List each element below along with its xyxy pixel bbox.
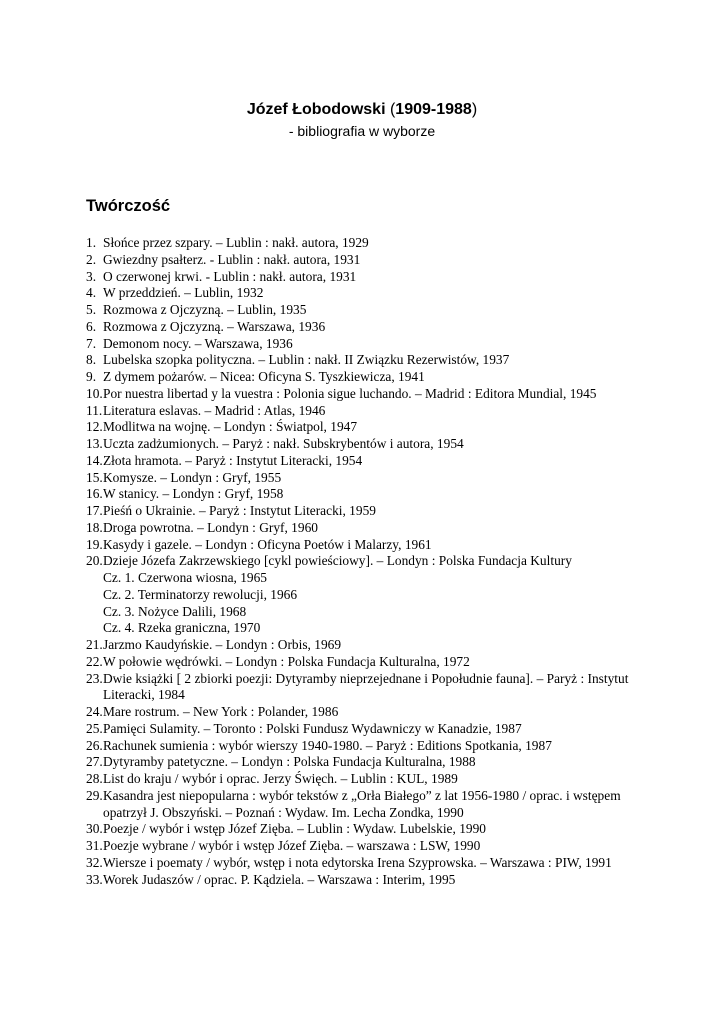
entry-text: Worek Judaszów / oprac. P. Kądziela. – Warszawa : Interim, 1995 xyxy=(103,871,456,887)
entry-number: 7. xyxy=(86,335,97,351)
entry-text: Droga powrotna. – Londyn : Gryf, 1960 xyxy=(103,519,318,535)
bibliography-entry xyxy=(86,352,646,369)
entry-number: 1. xyxy=(86,235,97,250)
entry-number: 25. xyxy=(86,720,103,736)
entry-number: 17. xyxy=(86,503,103,518)
entry-text: Kasydy i gazele. – Londyn : Oficyna Poetów i Malarzy, 1961 xyxy=(103,536,432,552)
entry-number: 23. xyxy=(86,670,103,686)
bibliography-entry xyxy=(86,336,646,353)
bibliography-entry xyxy=(86,386,646,403)
entry-number: 18. xyxy=(86,519,103,535)
entry-part: Cz. 3. Nożyce Dalili, 1968 xyxy=(103,603,247,619)
entry-text: Poezje wybrane / wybór i wstęp Józef Zięba. – warszawa : LSW, 1990 xyxy=(103,838,481,853)
bibliography-entry xyxy=(86,503,646,520)
entry-number: 6. xyxy=(86,318,97,334)
bibliography-entry xyxy=(86,671,646,705)
entry-number: 21. xyxy=(86,637,103,652)
bibliography-entry xyxy=(86,754,646,771)
entry-text: Poezje / wybór i wstęp Józef Zięba. – Lublin : Wydaw. Lubelskie, 1990 xyxy=(103,821,486,837)
bibliography-entry xyxy=(86,872,646,889)
entry-number: 24. xyxy=(86,704,103,719)
entry-text: W przeddzień. – Lublin, 1932 xyxy=(103,285,264,301)
entry-text: Jarzmo Kaudyńskie. – Londyn : Orbis, 1969 xyxy=(103,637,342,652)
bibliography-entry xyxy=(86,470,646,487)
author-years: 1909-1988 xyxy=(395,101,472,118)
entry-number: 27. xyxy=(86,754,103,770)
bibliography-entry xyxy=(86,369,646,386)
entry-text: W stanicy. – Londyn : Gryf, 1958 xyxy=(103,486,284,502)
bibliography-entry xyxy=(86,654,646,671)
entry-text: Komysze. – Londyn : Gryf, 1955 xyxy=(103,469,282,485)
entry-number: 33. xyxy=(86,871,103,887)
entry-text: Rachunek sumienia : wybór wierszy 1940-1980. – Paryż : Editions Spotkania, 1987 xyxy=(103,737,552,753)
bibliography-entry xyxy=(86,721,646,738)
entry-number: 2. xyxy=(86,251,97,267)
bibliography-entry xyxy=(86,520,646,537)
entry-number: 3. xyxy=(86,268,97,284)
entry-text: Dwie książki [ 2 zbiorki poezji: Dytyramby nieprzejednane i Popołudnie fauna]. – Paryż : Instytut Literacki, 1984 xyxy=(103,670,629,703)
entry-number: 4. xyxy=(86,285,97,301)
bibliography-entry xyxy=(86,319,646,336)
title-open-paren: ( xyxy=(385,101,396,118)
entry-text: Kasandra jest niepopularna : wybór tekstów z „Orła Białego” z lat 1956-1980 / oprac. i wstępem opatrzył J. Obszyński. – Poznań : Wydaw. Im. Lecha Zondka, 1990 xyxy=(103,787,621,820)
bibliography-entry xyxy=(86,235,646,252)
bibliography-entry xyxy=(86,821,646,838)
entry-number: 10. xyxy=(86,385,103,401)
entry-text: List do kraju / wybór i oprac. Jerzy Święch. – Lublin : KUL, 1989 xyxy=(103,771,458,786)
entry-number: 15. xyxy=(86,469,103,485)
bibliography-entry xyxy=(86,704,646,721)
entry-text: Rozmowa z Ojczyzną. – Warszawa, 1936 xyxy=(103,318,326,334)
bibliography-entry xyxy=(86,302,646,319)
entry-text: O czerwonej krwi. - Lublin : nakł. autora, 1931 xyxy=(103,268,357,284)
title-close-paren: ) xyxy=(471,101,478,118)
bibliography-entry xyxy=(86,419,646,436)
bibliography-entry xyxy=(86,838,646,855)
entry-text: Modlitwa na wojnę. – Londyn : Światpol, 1947 xyxy=(103,419,358,435)
entry-text: Lubelska szopka polityczna. – Lublin : nakł. II Związku Rezerwistów, 1937 xyxy=(103,352,510,368)
entry-text: Dytyramby patetyczne. – Londyn : Polska Fundacja Kulturalna, 1988 xyxy=(103,754,476,770)
entry-number: 29. xyxy=(86,787,103,803)
entry-number: 5. xyxy=(86,302,97,317)
entry-text: Gwiezdny psałterz. - Lublin : nakł. autora, 1931 xyxy=(103,251,361,267)
bibliography-entry xyxy=(86,537,646,554)
document-subtitle: - bibliografia w wyborze xyxy=(288,123,436,139)
entry-number: 14. xyxy=(86,452,103,468)
entry-part: Cz. 1. Czerwona wiosna, 1965 xyxy=(103,570,268,585)
entry-text: Wiersze i poematy / wybór, wstęp i nota edytorska Irena Szyprowska. – Warszawa : PIW, 1991 xyxy=(103,854,612,870)
bibliography-entry xyxy=(86,553,646,637)
document-title xyxy=(0,100,724,120)
bibliography-entry xyxy=(86,269,646,286)
bibliography-entry xyxy=(86,453,646,470)
entry-number: 22. xyxy=(86,653,103,669)
section-heading: Twórczość xyxy=(86,197,171,215)
entry-number: 19. xyxy=(86,536,103,552)
entry-text: Uczta zadżumionych. – Paryż : nakł. Subskrybentów i autora, 1954 xyxy=(103,436,464,451)
entry-text: Z dymem pożarów. – Nicea: Oficyna S. Tyszkiewicza, 1941 xyxy=(103,369,425,384)
author-name: Józef Łobodowski xyxy=(246,101,386,118)
entry-number: 31. xyxy=(86,838,103,853)
bibliography-entry xyxy=(86,436,646,453)
entry-part: Cz. 2. Terminatorzy rewolucji, 1966 xyxy=(103,586,298,602)
bibliography-entry xyxy=(86,738,646,755)
bibliography-list xyxy=(86,235,646,888)
bibliography-entry xyxy=(86,637,646,654)
entry-text: Słońce przez szpary. – Lublin : nakł. autora, 1929 xyxy=(103,235,369,250)
bibliography-entry xyxy=(86,855,646,872)
bibliography-entry xyxy=(86,771,646,788)
entry-number: 13. xyxy=(86,436,103,451)
entry-number: 26. xyxy=(86,737,103,753)
entry-text: Por nuestra libertad y la vuestra : Polonia sigue luchando. – Madrid : Editora Mundial, 1945 xyxy=(103,385,597,401)
bibliography-entry xyxy=(86,403,646,420)
entry-number: 32. xyxy=(86,854,103,870)
bibliography-entry xyxy=(86,788,646,822)
entry-number: 8. xyxy=(86,352,97,368)
entry-number: 28. xyxy=(86,771,103,786)
entry-text: Literatura eslavas. – Madrid : Atlas, 1946 xyxy=(103,402,326,418)
bibliography-entry xyxy=(86,285,646,302)
entry-text: Mare rostrum. – New York : Polander, 1986 xyxy=(103,704,339,719)
bibliography-entry xyxy=(86,486,646,503)
bibliography-entry xyxy=(86,252,646,269)
entry-text: Dzieje Józefa Zakrzewskiego [cykl powieściowy]. – Londyn : Polska Fundacja Kultury xyxy=(103,553,572,569)
entry-number: 11. xyxy=(86,402,103,418)
entry-text: W połowie wędrówki. – Londyn : Polska Fundacja Kulturalna, 1972 xyxy=(103,653,470,669)
entry-number: 9. xyxy=(86,369,97,384)
entry-number: 16. xyxy=(86,486,103,502)
entry-text: Pieśń o Ukrainie. – Paryż : Instytut Literacki, 1959 xyxy=(103,503,376,518)
entry-text: Rozmowa z Ojczyzną. – Lublin, 1935 xyxy=(103,302,307,317)
entry-text: Złota hramota. – Paryż : Instytut Literacki, 1954 xyxy=(103,452,363,468)
entry-text: Pamięci Sulamity. – Toronto : Polski Fundusz Wydawniczy w Kanadzie, 1987 xyxy=(103,720,522,736)
entry-number: 12. xyxy=(86,419,103,435)
entry-number: 30. xyxy=(86,821,103,837)
entry-number: 20. xyxy=(86,553,103,569)
entry-part: Cz. 4. Rzeka graniczna, 1970 xyxy=(103,620,261,636)
entry-text: Demonom nocy. – Warszawa, 1936 xyxy=(103,335,293,351)
